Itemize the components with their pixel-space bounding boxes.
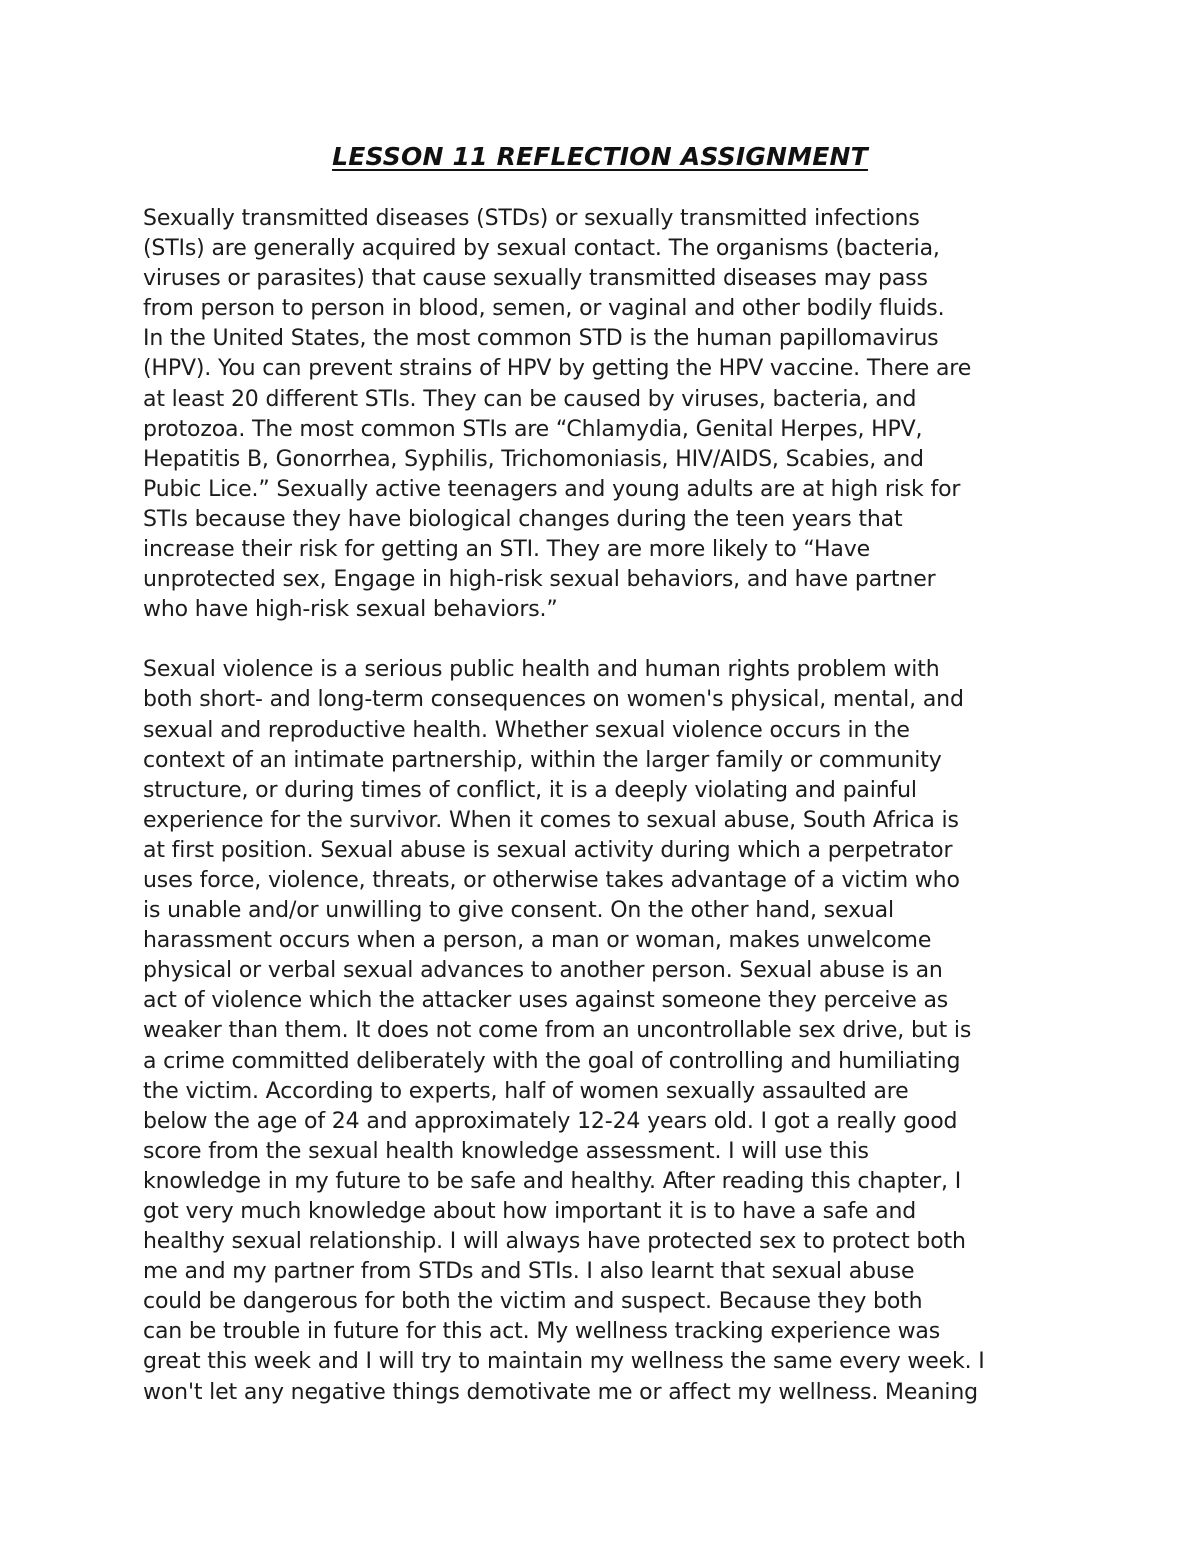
text-line: got very much knowledge about how important it is to have a safe and: [143, 1199, 917, 1224]
text-line: Sexually transmitted diseases (STDs) or sexually transmitted infections: [143, 206, 920, 231]
text-line: weaker than them. It does not come from an uncontrollable sex drive, but is: [143, 1018, 972, 1044]
text-line: context of an intimate partnership, within the larger family or community: [143, 747, 942, 773]
text-line: at first position. Sexual abuse is sexual activity during which a perpetrator: [143, 837, 953, 863]
text-line: viruses or parasites) that cause sexually transmitted diseases may pass: [143, 266, 928, 292]
text-line: In the United States, the most common STD is the human papillomavirus: [143, 326, 939, 352]
text-line: who have high-risk sexual behaviors.”: [143, 597, 558, 623]
paragraph-sexual-violence: [143, 655, 1073, 1407]
text-line: Sexual violence is a serious public health and human rights problem with: [143, 657, 940, 683]
text-line: increase their risk for getting an STI. They are more likely to “Have: [143, 537, 870, 563]
text-line: score from the sexual health knowledge assessment. I will use this: [143, 1138, 869, 1164]
text-line: knowledge in my future to be safe and healthy. After reading this chapter, I: [143, 1168, 962, 1194]
text-line: (STIs) are generally acquired by sexual contact. The organisms (bacteria,: [143, 236, 940, 262]
text-line: STIs because they have biological changes during the teen years that: [143, 506, 903, 532]
text-line: experience for the survivor. When it comes to sexual abuse, South Africa is: [143, 807, 959, 833]
text-line: won't let any negative things demotivate me or affect my wellness. Meaning: [143, 1379, 978, 1405]
text-line: can be trouble in future for this act. My wellness tracking experience was: [143, 1319, 941, 1345]
text-line: (HPV). You can prevent strains of HPV by getting the HPV vaccine. There are: [143, 356, 972, 382]
text-line: me and my partner from STDs and STIs. I also learnt that sexual abuse: [143, 1259, 915, 1285]
text-line: unprotected sex, Engage in high-risk sexual behaviors, and have partner: [143, 567, 936, 593]
paragraph-gap: [143, 625, 1073, 655]
text-line: healthy sexual relationship. I will always have protected sex to protect both: [143, 1229, 966, 1255]
text-line: Hepatitis B, Gonorrhea, Syphilis, Trichomoniasis, HIV/AIDS, Scabies, and: [143, 446, 924, 472]
text-line: could be dangerous for both the victim and suspect. Because they both: [143, 1289, 923, 1315]
text-line: Pubic Lice.” Sexually active teenagers and young adults are at high risk for: [143, 476, 961, 502]
text-line: from person to person in blood, semen, or vaginal and other bodily fluids.: [143, 296, 945, 322]
text-line: great this week and I will try to maintain my wellness the same every week. I: [143, 1349, 985, 1375]
document-title: LESSON 11 REFLECTION ASSIGNMENT: [332, 142, 868, 171]
text-line: a crime committed deliberately with the goal of controlling and humiliating: [143, 1048, 961, 1074]
text-line: act of violence which the attacker uses against someone they perceive as: [143, 988, 949, 1014]
text-line: sexual and reproductive health. Whether sexual violence occurs in the: [143, 717, 910, 743]
text-line: the victim. According to experts, half of women sexually assaulted are: [143, 1078, 909, 1104]
text-line: is unable and/or unwilling to give consent. On the other hand, sexual: [143, 898, 894, 924]
paragraph-stis: [143, 204, 1073, 625]
text-line: structure, or during times of conflict, it is a deeply violating and painful: [143, 777, 917, 803]
text-line: protozoa. The most common STIs are “Chlamydia, Genital Herpes, HPV,: [143, 416, 923, 442]
text-line: physical or verbal sexual advances to another person. Sexual abuse is an: [143, 958, 943, 984]
document-body: [143, 204, 1073, 1408]
text-line: harassment occurs when a person, a man or woman, makes unwelcome: [143, 928, 932, 954]
text-line: both short- and long-term consequences on women's physical, mental, and: [143, 687, 964, 713]
text-line: at least 20 different STIs. They can be caused by viruses, bacteria, and: [143, 386, 917, 412]
text-line: uses force, violence, threats, or otherwise takes advantage of a victim who: [143, 867, 960, 893]
text-line: below the age of 24 and approximately 12-24 years old. I got a really good: [143, 1108, 958, 1134]
